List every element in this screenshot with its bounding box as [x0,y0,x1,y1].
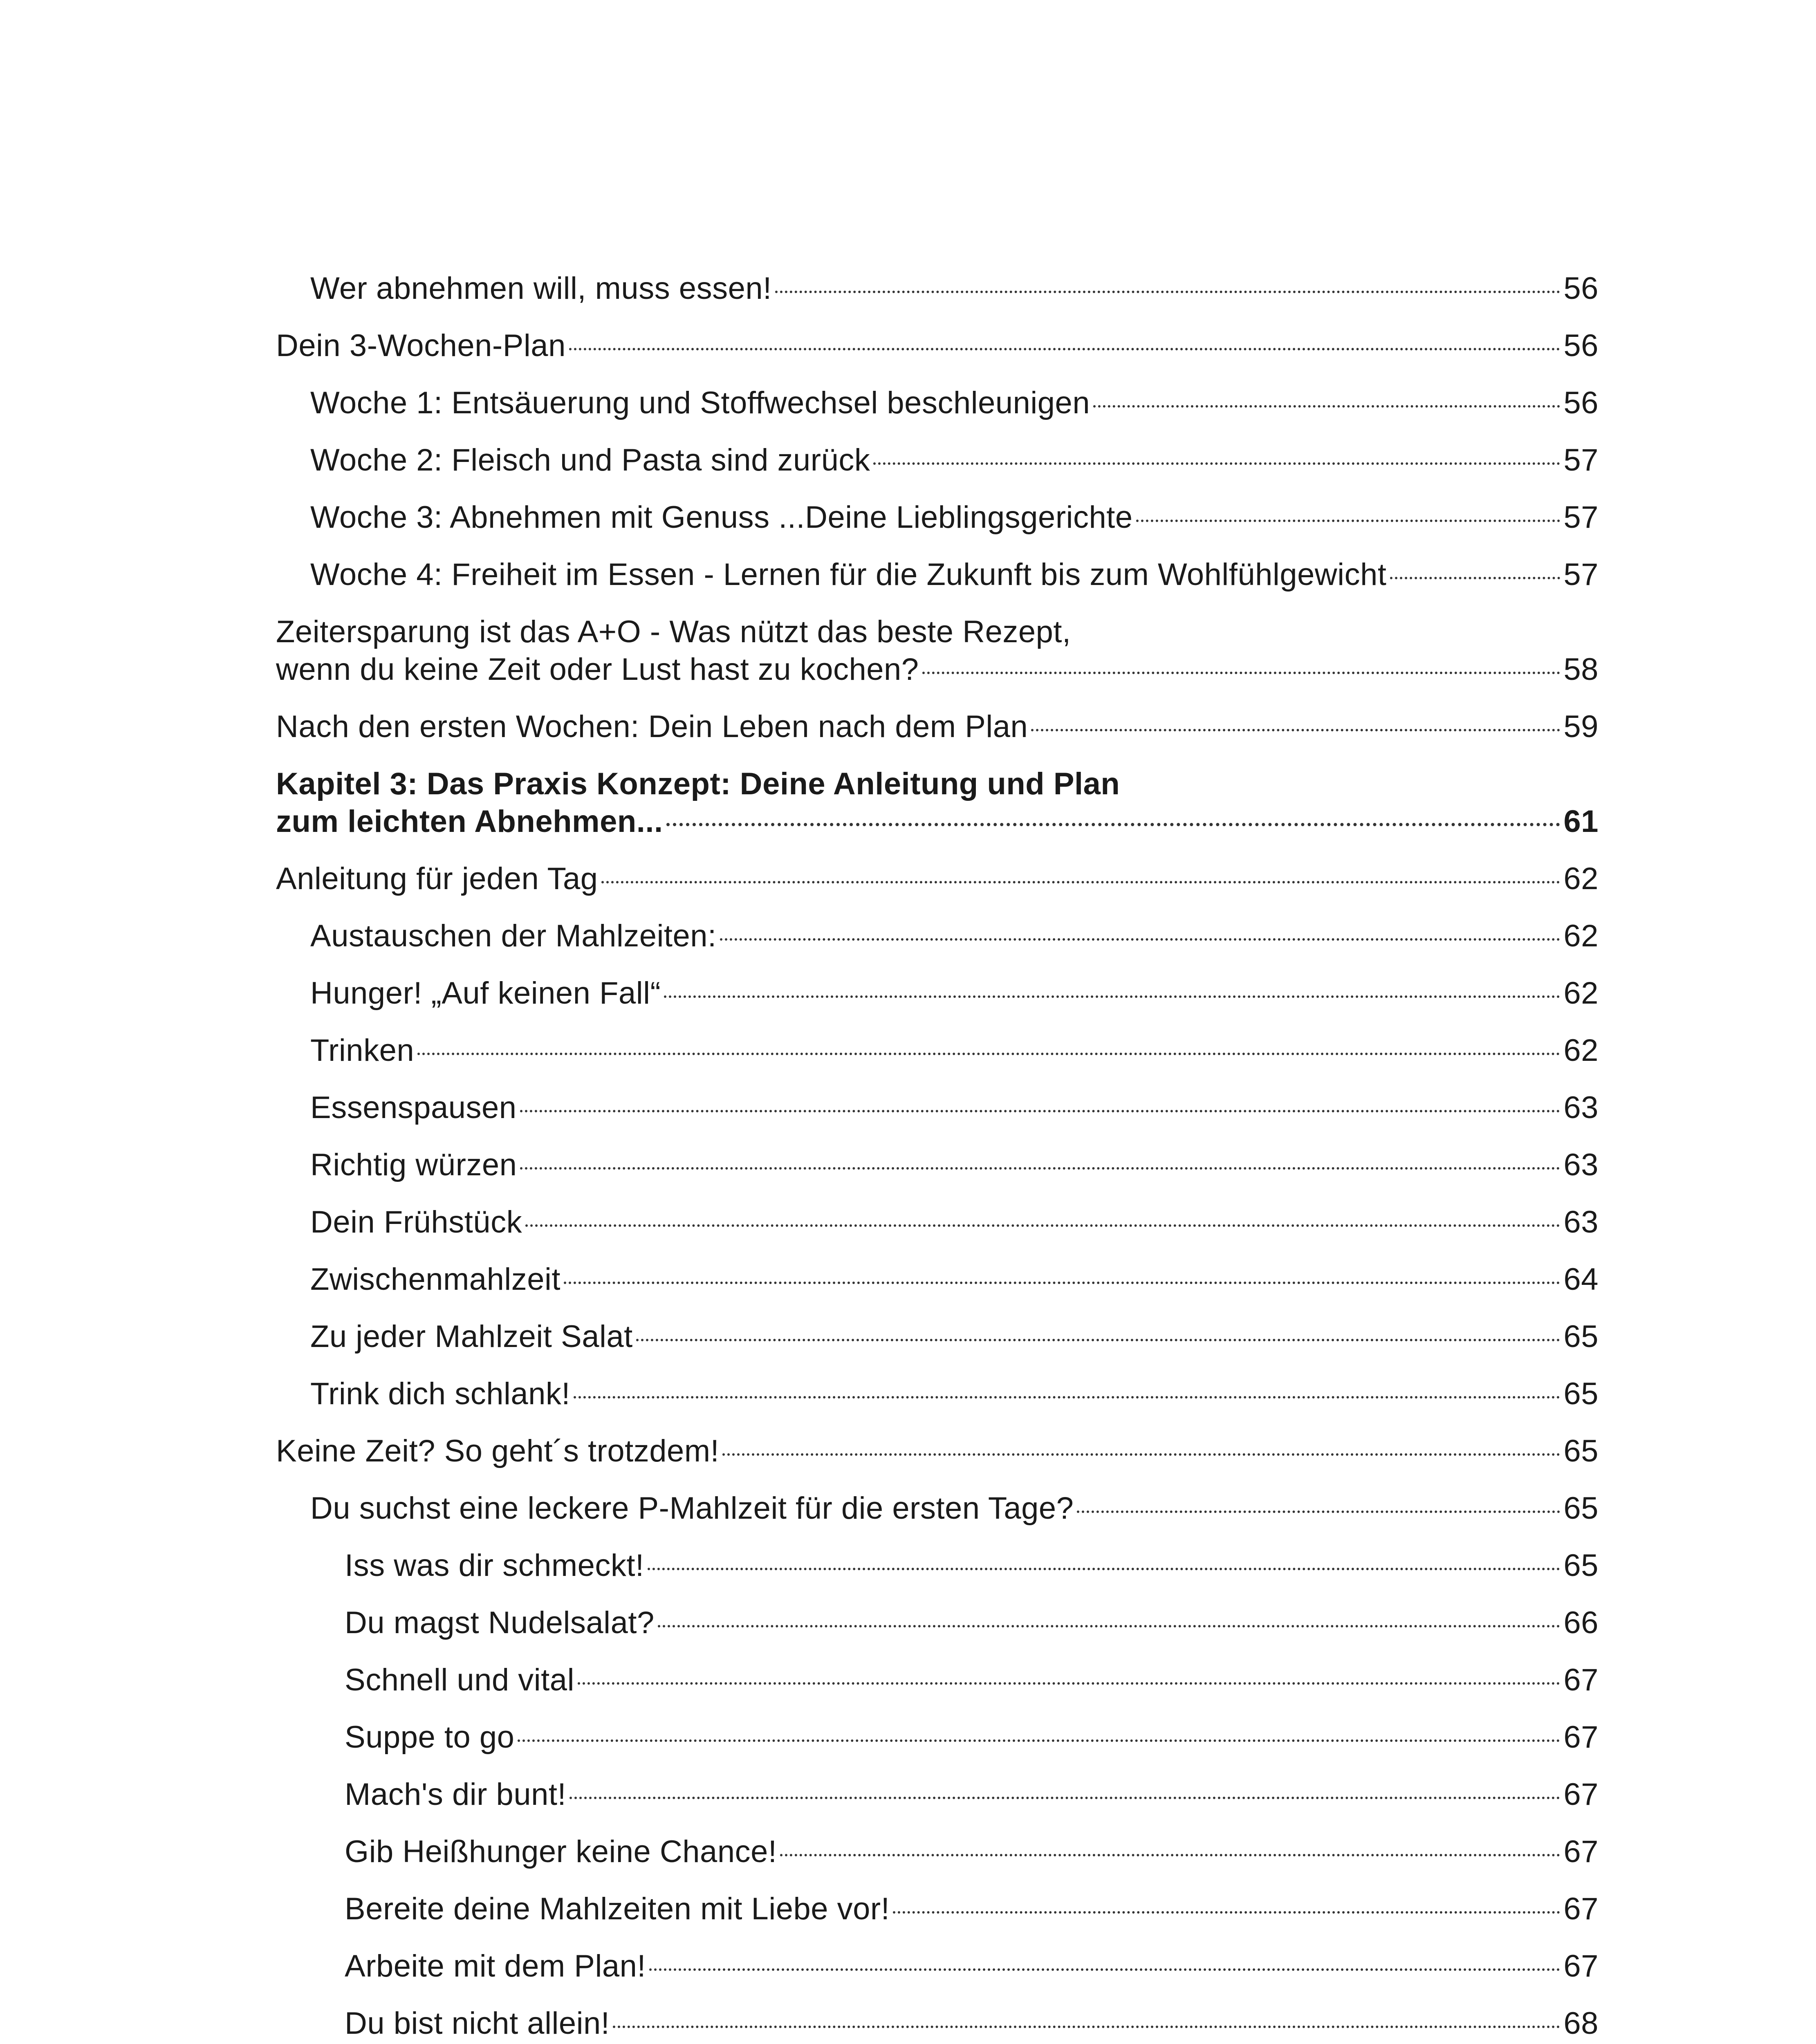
toc-entry-page-number: 57 [1563,500,1599,535]
dot-leader [569,1797,1560,1799]
toc-entry[interactable] [276,556,1599,594]
dot-leader [520,1110,1560,1112]
dot-leader [525,1224,1560,1227]
toc-entry[interactable] [276,499,1599,536]
toc-entry-title: Suppe to go [345,1720,515,1755]
toc-entry[interactable] [276,1948,1599,1985]
toc-entry-page-number: 66 [1563,1605,1599,1640]
toc-entry[interactable] [276,1547,1599,1585]
toc-entry-title: Essenspausen [310,1090,517,1125]
toc-entry[interactable] [276,1604,1599,1642]
dot-leader [780,1854,1560,1856]
toc-entry-title: Woche 1: Entsäuerung und Stoffwechsel beschleunigen [310,385,1090,420]
toc-entry-title: Richtig würzen [310,1148,517,1182]
dot-leader [649,1968,1560,1971]
dot-leader [658,1625,1560,1627]
dot-leader [417,1053,1560,1055]
toc-entry-page-number: 63 [1563,1090,1599,1125]
toc-entry-page-number: 59 [1563,709,1599,744]
toc-entry-page-number: 58 [1563,652,1599,687]
toc-entry-page-number: 67 [1563,1720,1599,1755]
dot-leader [564,1282,1560,1284]
toc-entry-page-number: 56 [1563,328,1599,363]
dot-leader [648,1568,1560,1570]
toc-entry[interactable] [276,384,1599,422]
toc-entry-page-number: 57 [1563,443,1599,477]
toc-entry-title: Schnell und vital [345,1663,574,1697]
toc-entry-title: Wer abnehmen will, muss essen! [310,271,772,306]
toc-entry-title: Mach's dir bunt! [345,1777,567,1812]
toc-entry-title: Zwischenmahlzeit [310,1262,560,1297]
toc-entry[interactable] [276,975,1599,1012]
toc-entry-title: Gib Heißhunger keine Chance! [345,1834,777,1869]
dot-leader [1390,577,1560,579]
toc-entry[interactable] [276,1146,1599,1184]
toc-entry-page-number: 65 [1563,1548,1599,1583]
dot-leader [893,1911,1560,1914]
toc-entry-page-number: 67 [1563,1892,1599,1926]
toc-entry[interactable] [276,860,1599,898]
toc-entry-title: Du bist nicht allein! [345,2006,610,2041]
toc-entry-page-number: 56 [1563,271,1599,306]
toc-entry[interactable] [276,1490,1599,1527]
toc-entry[interactable] [276,1032,1599,1069]
dot-leader [1136,520,1560,522]
dot-leader [666,823,1560,826]
toc-entry[interactable] [276,327,1599,365]
toc-entry-page-number: 57 [1563,557,1599,592]
dot-leader [1093,405,1560,408]
toc-entry[interactable] [276,708,1599,746]
toc-entry[interactable] [276,1318,1599,1356]
toc-entry-title: Arbeite mit dem Plan! [345,1949,646,1983]
toc-entry[interactable] [276,1204,1599,1241]
dot-leader [664,995,1560,998]
toc-entry-page-number: 65 [1563,1319,1599,1354]
dot-leader [873,462,1560,465]
dot-leader [1031,729,1560,731]
toc-entry-title: Du suchst eine leckere P-Mahlzeit für die ersten Tage? [310,1491,1074,1526]
toc-entry-page-number: 63 [1563,1205,1599,1239]
toc-entry[interactable] [276,1661,1599,1699]
toc-entry-page-number: 65 [1563,1376,1599,1411]
toc-entry-title: zum leichten Abnehmen... [276,804,663,839]
toc-entry[interactable] [276,765,1599,840]
dot-leader [578,1682,1560,1685]
toc-entry-title: Woche 2: Fleisch und Pasta sind zurück [310,443,870,477]
toc-entry-page-number: 61 [1563,804,1599,839]
toc-entry-title: Trink dich schlank! [310,1376,571,1411]
toc-entry-page-number: 67 [1563,1777,1599,1812]
toc-entry[interactable] [276,613,1599,688]
dot-leader [574,1396,1560,1399]
toc-entry-page-number: 67 [1563,1949,1599,1983]
toc-entry[interactable] [276,1719,1599,1756]
toc-entry-title: Woche 4: Freiheit im Essen - Lernen für die Zukunft bis zum Wohlfühlgewicht [310,557,1387,592]
toc-entry-title: Dein 3-Wochen-Plan [276,328,566,363]
toc-entry-title: Iss was dir schmeckt! [345,1548,644,1583]
toc-entry-page-number: 67 [1563,1663,1599,1697]
toc-entry-page-number: 67 [1563,1834,1599,1869]
toc-entry-title: Austauschen der Mahlzeiten: [310,919,717,953]
toc-entry-page-number: 65 [1563,1491,1599,1526]
dot-leader [601,881,1560,883]
toc-entry-page-number: 62 [1563,861,1599,896]
dot-leader [1077,1511,1560,1513]
dot-leader [613,2026,1560,2028]
toc-entry[interactable] [276,1089,1599,1127]
toc-entry[interactable] [276,1833,1599,1871]
table-of-contents [276,270,1599,2044]
toc-entry-page-number: 65 [1563,1434,1599,1468]
dot-leader [569,348,1560,350]
toc-entry-title: Hunger! „Auf keinen Fall“ [310,976,661,1011]
dot-leader [720,938,1560,941]
toc-entry-title: Nach den ersten Wochen: Dein Leben nach dem Plan [276,709,1028,744]
toc-entry-page-number: 62 [1563,1033,1599,1068]
dot-leader [518,1739,1560,1742]
toc-entry-title: Dein Frühstück [310,1205,522,1239]
toc-entry-page-number: 62 [1563,919,1599,953]
toc-entry-title: Zu jeder Mahlzeit Salat [310,1319,633,1354]
dot-leader [775,291,1560,293]
toc-entry-title: Bereite deine Mahlzeiten mit Liebe vor! [345,1892,890,1926]
dot-leader [922,672,1560,674]
toc-entry[interactable] [276,917,1599,955]
toc-entry-title: wenn du keine Zeit oder Lust hast zu kochen? [276,652,919,687]
toc-entry[interactable] [276,1776,1599,1813]
toc-entry-page-number: 63 [1563,1148,1599,1182]
dot-leader [722,1453,1560,1456]
dot-leader [636,1339,1560,1341]
toc-entry[interactable] [276,1432,1599,1470]
toc-entry-title-line: Kapitel 3: Das Praxis Konzept: Deine Anleitung und Plan [276,766,1120,801]
toc-entry-page-number: 62 [1563,976,1599,1011]
toc-entry[interactable] [276,1890,1599,1928]
toc-entry-title: Trinken [310,1033,415,1068]
toc-entry-page-number: 64 [1563,1262,1599,1297]
dot-leader [520,1167,1560,1170]
toc-entry[interactable] [276,2005,1599,2042]
toc-entry-page-number: 56 [1563,385,1599,420]
toc-entry-title: Du magst Nudelsalat? [345,1605,655,1640]
toc-entry-title-line: Zeitersparung ist das A+O - Was nützt das beste Rezept, [276,614,1071,649]
toc-entry-title: Anleitung für jeden Tag [276,861,598,896]
toc-entry[interactable] [276,270,1599,307]
toc-entry[interactable] [276,1375,1599,1413]
toc-entry-title: Woche 3: Abnehmen mit Genuss ...Deine Lieblingsgerichte [310,500,1133,535]
toc-entry[interactable] [276,1261,1599,1298]
toc-entry-page-number: 68 [1563,2006,1599,2041]
toc-entry[interactable] [276,442,1599,479]
toc-entry-title: Keine Zeit? So geht´s trotzdem! [276,1434,720,1468]
